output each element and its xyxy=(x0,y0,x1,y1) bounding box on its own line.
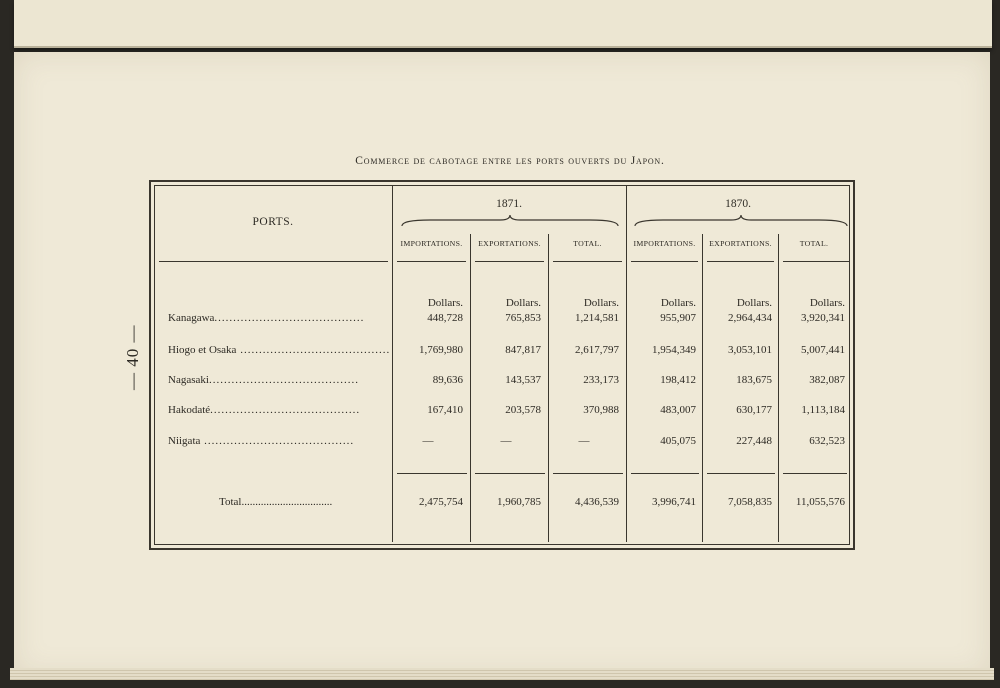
trade-table xyxy=(149,180,855,550)
unit-label: Dollars. xyxy=(736,297,772,309)
table-cell: 382,087 xyxy=(809,374,845,386)
col-total-1870: TOTAL. xyxy=(799,239,829,248)
total-cell: 11,055,576 xyxy=(795,496,845,508)
unit-label: Dollars. xyxy=(583,297,619,309)
unit-label: Dollars. xyxy=(660,297,696,309)
total-cell: 7,058,835 xyxy=(728,496,772,508)
table-cell: 5,007,441 xyxy=(801,344,845,356)
table-cell: 370,988 xyxy=(583,404,619,416)
ports-header: PORTS. xyxy=(252,216,294,228)
table-cell: 2,617,797 xyxy=(575,344,619,356)
brace-1871 xyxy=(400,214,620,230)
table-cell: 630,177 xyxy=(736,404,772,416)
total-cell: 4,436,539 xyxy=(575,496,619,508)
year-1871: 1871. xyxy=(496,198,522,210)
table-cell: 233,173 xyxy=(583,374,619,386)
table-cell: 955,907 xyxy=(660,312,696,324)
header-rule xyxy=(707,261,774,262)
table-cell: 203,578 xyxy=(505,404,541,416)
unit-label: Dollars. xyxy=(427,297,463,309)
header-rule xyxy=(397,261,466,262)
table-cell: 632,523 xyxy=(809,435,845,447)
table-cell: 143,537 xyxy=(505,374,541,386)
header-rule xyxy=(783,261,849,262)
previous-page-edge xyxy=(14,0,992,48)
table-cell: — xyxy=(422,435,434,447)
brace-1870 xyxy=(633,214,849,230)
table-cell: — xyxy=(500,435,512,447)
port-name: Nagasaki........................................ xyxy=(168,374,359,386)
header-rule xyxy=(631,261,698,262)
table-title: Commerce de cabotage entre les ports ouverts du Japon. xyxy=(355,155,665,167)
table-inner-border xyxy=(154,185,850,545)
col-total-1871: TOTAL. xyxy=(573,239,602,248)
table-cell: 847,817 xyxy=(505,344,541,356)
table-cell: 448,728 xyxy=(427,312,463,324)
total-cell: 1,960,785 xyxy=(497,496,541,508)
page-number: — 40 — xyxy=(123,324,142,390)
table-cell: — xyxy=(578,435,590,447)
table-cell: 3,053,101 xyxy=(728,344,772,356)
port-name: Niigata ........................................ xyxy=(168,435,355,447)
table-cell: 405,075 xyxy=(660,435,696,447)
table-cell: 3,920,341 xyxy=(801,312,845,324)
sum-rule xyxy=(475,473,545,474)
page-stack-edge xyxy=(10,668,994,680)
col-exports-1870: EXPORTATIONS. xyxy=(709,239,772,248)
table-cell: 198,412 xyxy=(660,374,696,386)
table-cell: 1,214,581 xyxy=(575,312,619,324)
table-cell: 183,675 xyxy=(736,374,772,386)
sum-rule xyxy=(397,473,467,474)
col-imports-1871: IMPORTATIONS. xyxy=(400,239,463,248)
sum-rule xyxy=(707,473,775,474)
table-cell: 483,007 xyxy=(660,404,696,416)
table-cell: 1,769,980 xyxy=(419,344,463,356)
unit-label: Dollars. xyxy=(809,297,845,309)
total-cell: 3,996,741 xyxy=(652,496,696,508)
table-cell: 2,964,434 xyxy=(728,312,772,324)
total-cell: 2,475,754 xyxy=(419,496,463,508)
total-label: Total................................. xyxy=(219,496,333,508)
col-imports-1870: IMPORTATIONS. xyxy=(633,239,696,248)
table-cell: 1,113,184 xyxy=(801,404,845,416)
table-cell: 167,410 xyxy=(427,404,463,416)
port-name: Hakodaté........................................ xyxy=(168,404,361,416)
port-name: Kanagawa........................................ xyxy=(168,312,365,324)
table-cell: 1,954,349 xyxy=(652,344,696,356)
header-rule xyxy=(159,261,388,262)
table-cell: 89,636 xyxy=(432,374,463,386)
header-rule xyxy=(475,261,544,262)
sum-rule xyxy=(783,473,847,474)
sum-rule xyxy=(553,473,623,474)
sum-rule xyxy=(631,473,699,474)
year-1870: 1870. xyxy=(725,198,751,210)
port-name: Hiogo et Osaka ........................................ xyxy=(168,344,391,356)
table-cell: 227,448 xyxy=(736,435,772,447)
col-exports-1871: EXPORTATIONS. xyxy=(478,239,541,248)
unit-label: Dollars. xyxy=(505,297,541,309)
header-rule xyxy=(553,261,622,262)
table-cell: 765,853 xyxy=(505,312,541,324)
